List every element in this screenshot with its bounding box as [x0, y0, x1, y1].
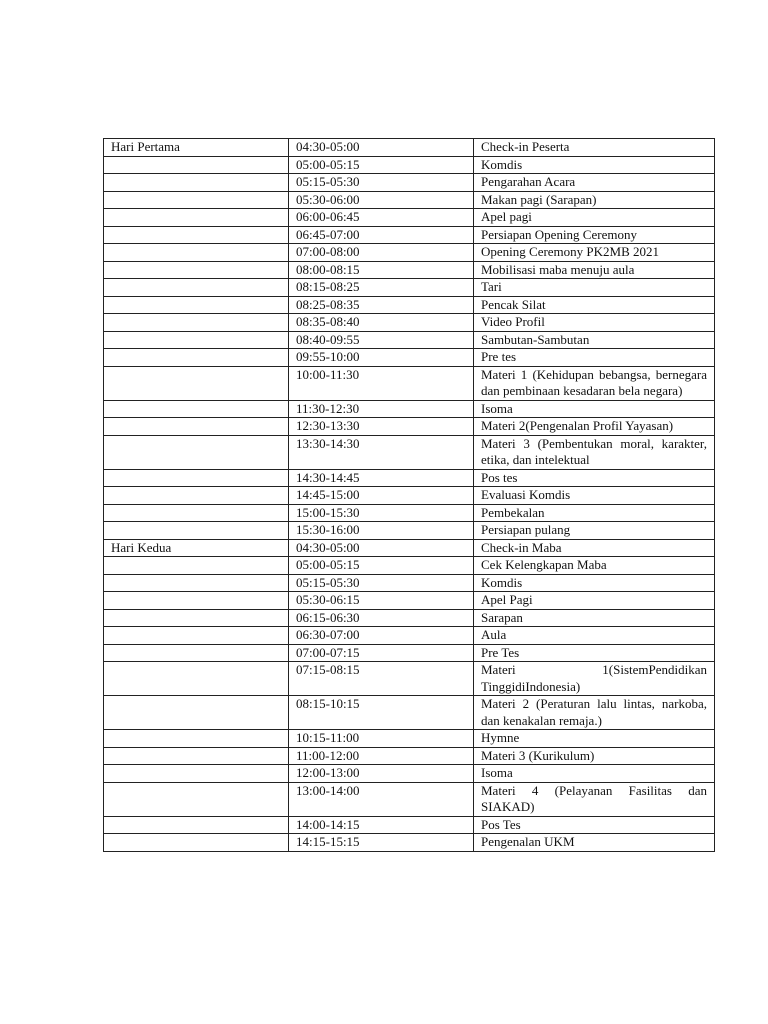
day-cell [104, 504, 289, 522]
time-cell: 06:00-06:45 [289, 209, 474, 227]
table-row [104, 609, 715, 627]
table-row [104, 834, 715, 852]
day-cell [104, 609, 289, 627]
activity-cell: Pre Tes [474, 644, 715, 662]
table-row [104, 747, 715, 765]
activity-cell: Pengenalan UKM [474, 834, 715, 852]
table-row [104, 349, 715, 367]
day-cell [104, 662, 289, 696]
schedule-table [103, 138, 715, 852]
schedule-table-body [104, 139, 715, 852]
time-cell: 05:00-05:15 [289, 156, 474, 174]
activity-cell: Evaluasi Komdis [474, 487, 715, 505]
activity-cell: Aula [474, 627, 715, 645]
activity-cell: Materi 1(SistemPendidikan TinggidiIndonesia) [474, 662, 715, 696]
activity-cell: Komdis [474, 156, 715, 174]
day-cell [104, 574, 289, 592]
table-row [104, 331, 715, 349]
day-cell [104, 469, 289, 487]
activity-cell: Persiapan pulang [474, 522, 715, 540]
time-cell: 05:30-06:00 [289, 191, 474, 209]
time-cell: 06:30-07:00 [289, 627, 474, 645]
activity-cell: Opening Ceremony PK2MB 2021 [474, 244, 715, 262]
table-row [104, 435, 715, 469]
table-row [104, 730, 715, 748]
table-row [104, 574, 715, 592]
activity-cell: Hymne [474, 730, 715, 748]
day-cell [104, 226, 289, 244]
table-row [104, 209, 715, 227]
day-cell: Hari Pertama [104, 139, 289, 157]
time-cell: 04:30-05:00 [289, 539, 474, 557]
time-cell: 08:15-10:15 [289, 696, 474, 730]
activity-cell: Materi 4 (Pelayanan Fasilitas dan SIAKAD) [474, 782, 715, 816]
table-row [104, 696, 715, 730]
day-cell [104, 209, 289, 227]
day-cell [104, 592, 289, 610]
activity-cell: Pos tes [474, 469, 715, 487]
activity-cell: Apel Pagi [474, 592, 715, 610]
time-cell: 13:30-14:30 [289, 435, 474, 469]
table-row [104, 174, 715, 192]
time-cell: 14:45-15:00 [289, 487, 474, 505]
table-row [104, 279, 715, 297]
table-row [104, 156, 715, 174]
activity-cell: Materi 3 (Pembentukan moral, karakter, etika, dan intelektual [474, 435, 715, 469]
time-cell: 11:30-12:30 [289, 400, 474, 418]
time-cell: 15:30-16:00 [289, 522, 474, 540]
time-cell: 08:00-08:15 [289, 261, 474, 279]
day-cell [104, 331, 289, 349]
day-cell [104, 366, 289, 400]
activity-cell: Check-in Maba [474, 539, 715, 557]
day-cell [104, 765, 289, 783]
day-cell [104, 557, 289, 575]
time-cell: 09:55-10:00 [289, 349, 474, 367]
activity-cell: Materi 2(Pengenalan Profil Yayasan) [474, 418, 715, 436]
day-cell: Hari Kedua [104, 539, 289, 557]
table-row [104, 400, 715, 418]
table-row [104, 244, 715, 262]
activity-cell: Materi 3 (Kurikulum) [474, 747, 715, 765]
table-row [104, 469, 715, 487]
time-cell: 14:15-15:15 [289, 834, 474, 852]
day-cell [104, 174, 289, 192]
activity-cell: Komdis [474, 574, 715, 592]
activity-cell: Pencak Silat [474, 296, 715, 314]
time-cell: 08:25-08:35 [289, 296, 474, 314]
day-cell [104, 730, 289, 748]
time-cell: 10:00-11:30 [289, 366, 474, 400]
time-cell: 10:15-11:00 [289, 730, 474, 748]
activity-cell: Check-in Peserta [474, 139, 715, 157]
time-cell: 05:15-05:30 [289, 174, 474, 192]
activity-cell: Pre tes [474, 349, 715, 367]
table-row [104, 366, 715, 400]
table-row [104, 557, 715, 575]
day-cell [104, 279, 289, 297]
time-cell: 12:30-13:30 [289, 418, 474, 436]
activity-cell: Apel pagi [474, 209, 715, 227]
day-cell [104, 418, 289, 436]
table-row [104, 139, 715, 157]
table-row [104, 261, 715, 279]
day-cell [104, 627, 289, 645]
activity-cell: Pembekalan [474, 504, 715, 522]
activity-cell: Tari [474, 279, 715, 297]
day-cell [104, 261, 289, 279]
day-cell [104, 400, 289, 418]
table-row [104, 662, 715, 696]
activity-cell: Isoma [474, 765, 715, 783]
time-cell: 06:15-06:30 [289, 609, 474, 627]
time-cell: 12:00-13:00 [289, 765, 474, 783]
table-row [104, 504, 715, 522]
activity-cell: Makan pagi (Sarapan) [474, 191, 715, 209]
table-row [104, 418, 715, 436]
time-cell: 05:30-06:15 [289, 592, 474, 610]
table-row [104, 487, 715, 505]
time-cell: 07:00-08:00 [289, 244, 474, 262]
table-row [104, 592, 715, 610]
activity-cell: Materi 1 (Kehidupan bebangsa, bernegara dan pembinaan kesadaran bela negara) [474, 366, 715, 400]
time-cell: 05:15-05:30 [289, 574, 474, 592]
time-cell: 14:00-14:15 [289, 816, 474, 834]
activity-cell: Cek Kelengkapan Maba [474, 557, 715, 575]
activity-cell: Materi 2 (Peraturan lalu lintas, narkoba, dan kenakalan remaja.) [474, 696, 715, 730]
activity-cell: Sambutan-Sambutan [474, 331, 715, 349]
activity-cell: Pos Tes [474, 816, 715, 834]
day-cell [104, 156, 289, 174]
table-row [104, 765, 715, 783]
day-cell [104, 191, 289, 209]
time-cell: 13:00-14:00 [289, 782, 474, 816]
table-row [104, 226, 715, 244]
activity-cell: Video Profil [474, 314, 715, 332]
table-row [104, 314, 715, 332]
table-row [104, 191, 715, 209]
day-cell [104, 644, 289, 662]
table-row [104, 816, 715, 834]
activity-cell: Sarapan [474, 609, 715, 627]
table-row [104, 522, 715, 540]
day-cell [104, 487, 289, 505]
day-cell [104, 747, 289, 765]
time-cell: 08:15-08:25 [289, 279, 474, 297]
time-cell: 05:00-05:15 [289, 557, 474, 575]
day-cell [104, 782, 289, 816]
day-cell [104, 435, 289, 469]
activity-cell: Mobilisasi maba menuju aula [474, 261, 715, 279]
table-row [104, 782, 715, 816]
day-cell [104, 349, 289, 367]
day-cell [104, 834, 289, 852]
time-cell: 14:30-14:45 [289, 469, 474, 487]
time-cell: 06:45-07:00 [289, 226, 474, 244]
table-row [104, 539, 715, 557]
time-cell: 11:00-12:00 [289, 747, 474, 765]
activity-cell: Pengarahan Acara [474, 174, 715, 192]
time-cell: 07:15-08:15 [289, 662, 474, 696]
table-row [104, 644, 715, 662]
activity-cell: Persiapan Opening Ceremony [474, 226, 715, 244]
time-cell: 07:00-07:15 [289, 644, 474, 662]
time-cell: 04:30-05:00 [289, 139, 474, 157]
activity-cell: Isoma [474, 400, 715, 418]
day-cell [104, 244, 289, 262]
time-cell: 15:00-15:30 [289, 504, 474, 522]
table-row [104, 296, 715, 314]
time-cell: 08:35-08:40 [289, 314, 474, 332]
day-cell [104, 296, 289, 314]
time-cell: 08:40-09:55 [289, 331, 474, 349]
day-cell [104, 314, 289, 332]
day-cell [104, 522, 289, 540]
day-cell [104, 816, 289, 834]
table-row [104, 627, 715, 645]
day-cell [104, 696, 289, 730]
